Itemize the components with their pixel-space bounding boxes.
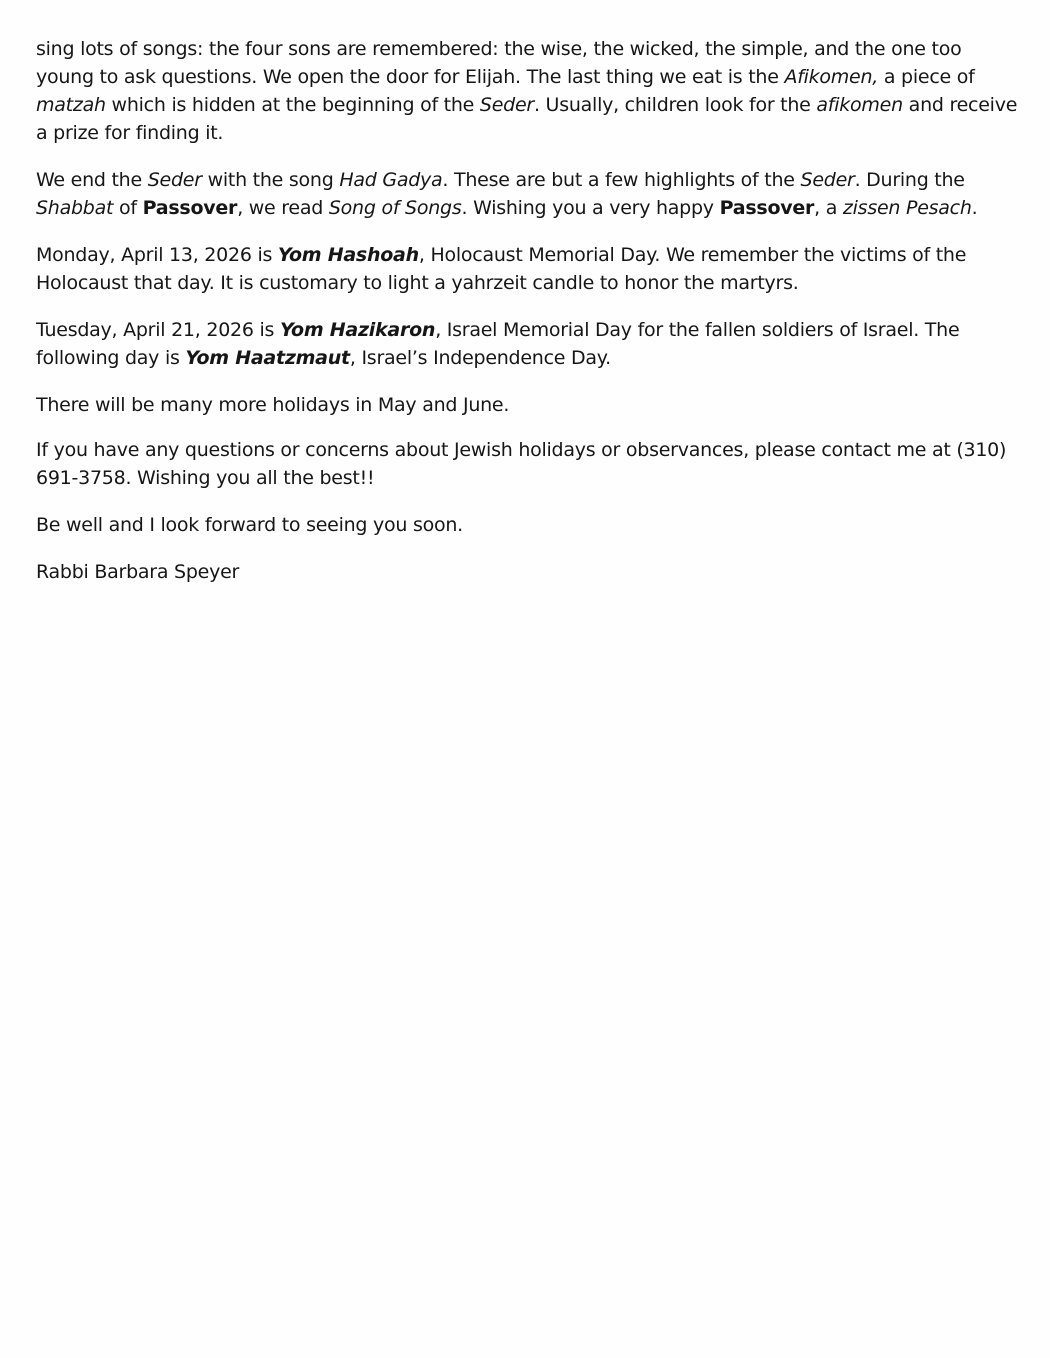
text-run: . Wishing you a very happy: [461, 197, 720, 219]
text-run: which is hidden at the beginning of the: [105, 94, 480, 116]
text-run: and receive a prize for finding it.: [36, 94, 1018, 144]
paragraph-contact: If you have any questions or concerns about Jewish holidays or observances, please contact me at (310) 691-3758. Wishing you all the best!!: [36, 439, 1007, 489]
bold-term: Passover: [719, 197, 815, 219]
paragraph-yom-hashoah: [36, 241, 1021, 297]
holiday-name: Yom Haatzmaut: [185, 347, 350, 369]
text-run: . During the: [854, 169, 965, 191]
text-run: of: [113, 197, 143, 219]
text-run: Monday, April 13, 2026 is: [36, 244, 278, 266]
text-run: . These are but a few highlights of the: [442, 169, 801, 191]
text-run: Tuesday, April 21, 2026 is: [36, 319, 280, 341]
bold-italic-term: [278, 244, 419, 266]
italic-term: zissen Pesach: [842, 197, 972, 219]
text-run: sing lots of songs: the four sons are remembered: the wise, the wicked, the simple, and the one too young to ask questions. We open the door for Elijah. The last thing we eat is the: [36, 38, 962, 88]
paragraph-more-holidays: There will be many more holidays in May and June.: [36, 394, 510, 416]
bold-italic-term: [280, 319, 435, 341]
bold-term: Passover: [142, 197, 238, 219]
italic-term: Song of Songs: [328, 197, 462, 219]
letter-body: [36, 35, 1021, 605]
holiday-name: Yom Hazikaron: [279, 319, 436, 341]
text-run: , Israel Memorial Day for the fallen soldiers of Israel. The following day is: [36, 319, 960, 369]
italic-term: Afikomen,: [784, 66, 879, 88]
italic-term: Seder: [800, 169, 855, 191]
italic-term: Seder: [479, 94, 534, 116]
paragraph-seder-end: [36, 166, 1021, 222]
text-run: with the song: [201, 169, 340, 191]
italic-term: Seder: [147, 169, 202, 191]
text-run: , we read: [237, 197, 329, 219]
text-run: , Holocaust Memorial Day. We remember the victims of the Holocaust that day. It is customary to light a yahrzeit candle to honor the martyrs.: [36, 244, 967, 294]
italic-term: Had Gadya: [339, 169, 443, 191]
text-run: , a: [814, 197, 843, 219]
text-run: , Israel’s Independence Day.: [349, 347, 611, 369]
italic-term: afikomen: [816, 94, 903, 116]
bold-italic-term: [185, 347, 349, 369]
paragraph-seder-customs: [36, 35, 1021, 147]
signature: Rabbi Barbara Speyer: [36, 561, 240, 583]
text-run: a piece of: [878, 66, 975, 88]
paragraph-yom-hazikaron: [36, 316, 1021, 372]
paragraph-closing: Be well and I look forward to seeing you soon.: [36, 514, 463, 536]
italic-term: Shabbat: [36, 197, 114, 219]
text-run: We end the: [36, 169, 148, 191]
text-run: . Usually, children look for the: [533, 94, 817, 116]
italic-term: matzah: [36, 94, 106, 116]
holiday-name: Yom Hashoah: [277, 244, 419, 266]
text-run: .: [971, 197, 978, 219]
